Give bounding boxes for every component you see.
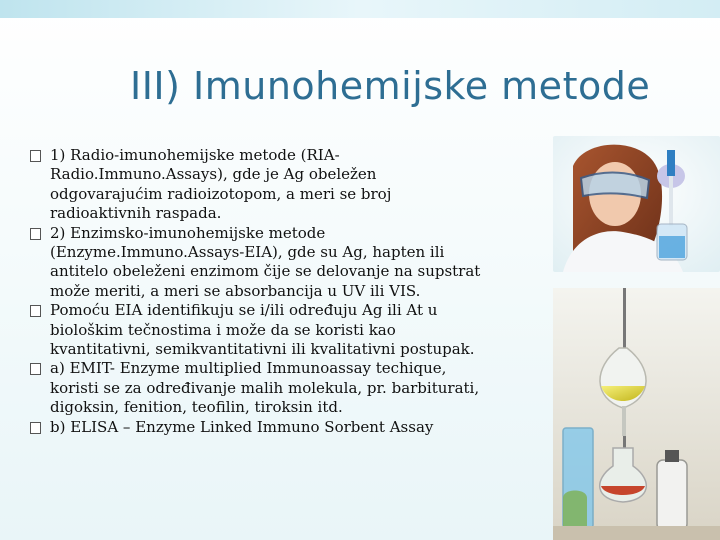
bullet-line: biološkim tečnostima i može da se koristi kao: [50, 320, 396, 339]
bullet-line: može meriti, a meri se absorbancija u UV ili VIS.: [50, 281, 421, 300]
bullet-eia: [30, 224, 550, 302]
square-bullet-icon: [30, 305, 41, 317]
bullet-list: [30, 146, 550, 437]
bullet-line: koristi se za određivanje malih molekula, pr. barbiturati,: [50, 378, 480, 397]
scientist-photo: [553, 136, 720, 272]
bullet-line: 2) Enzimsko-imunohemijske metode: [50, 223, 326, 242]
bullet-eia-usage: [30, 301, 550, 359]
bullet-line: odgovarajućim radioizotopom, a meri se broj: [50, 184, 392, 203]
square-bullet-icon: [30, 228, 41, 240]
slide-title: III) Imunohemijske metode: [130, 64, 651, 108]
bullet-line: antitelo obeleženi enzimom čije se delovanje na supstrat: [50, 262, 481, 281]
bullet-elisa: [30, 418, 550, 437]
lab-glassware-photo: [553, 288, 720, 540]
bullet-line: kvantitativni, semikvantitativni ili kvalitativni postupak.: [50, 340, 475, 359]
top-decorative-band: [0, 0, 720, 18]
square-bullet-icon: [30, 150, 41, 162]
square-bullet-icon: [30, 363, 41, 375]
bullet-line: (Enzyme.Immuno.Assays-EIA), gde su Ag, hapten ili: [50, 243, 445, 262]
square-bullet-icon: [30, 422, 41, 434]
bullet-line: Radio.Immuno.Assays), gde je Ag obeležen: [50, 165, 377, 184]
bullet-line: Pomoću EIA identifikuju se i/ili određuju Ag ili At u: [50, 301, 438, 320]
bullet-line: b) ELISA – Enzyme Linked Immuno Sorbent Assay: [50, 417, 434, 436]
bullet-line: 1) Radio-imunohemijske metode (RIA-: [50, 146, 340, 164]
bullet-emit: [30, 359, 550, 417]
bullet-line: a) EMIT- Enzyme multiplied Immunoassay techique,: [50, 359, 447, 378]
bullet-ria: [30, 146, 550, 224]
bullet-line: radioaktivnih raspada.: [50, 204, 222, 223]
bullet-line: digoksin, fenition, teofilin, tiroksin itd.: [50, 398, 343, 417]
